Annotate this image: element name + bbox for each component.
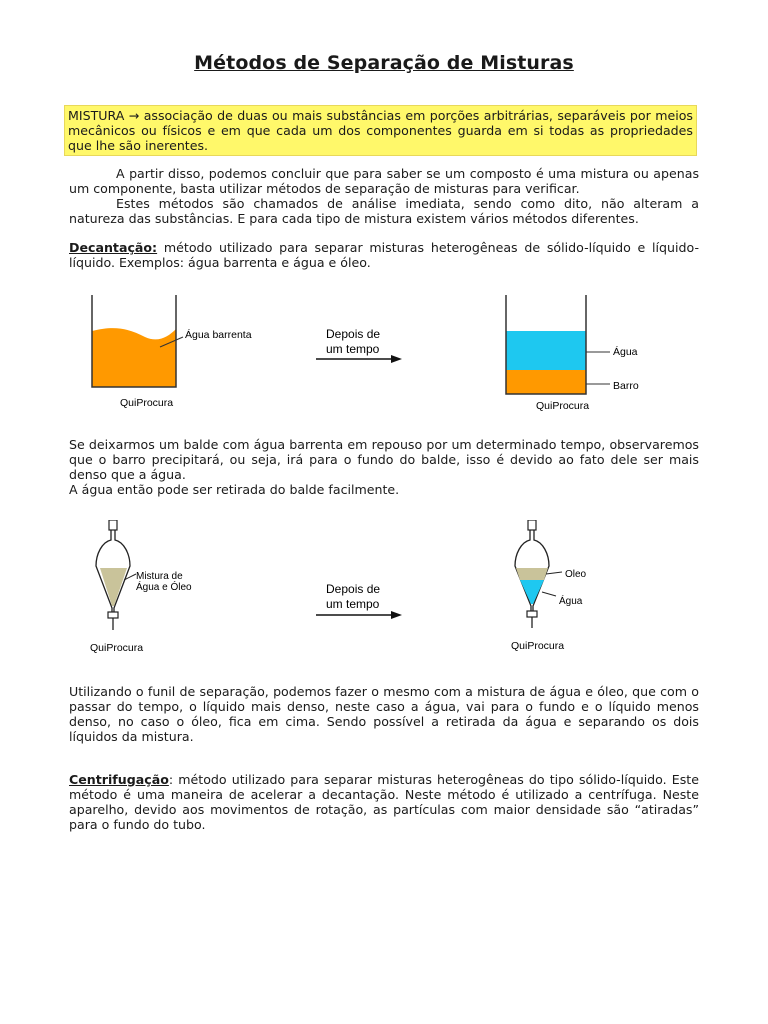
centrifugacao-paragraph (69, 772, 699, 832)
balde-section (69, 437, 699, 497)
left-funnel-stopper (109, 520, 117, 530)
oil-label: Oleo (565, 569, 587, 580)
balde-paragraph-1: Se deixarmos um balde com água barrenta em repouso por um determinado tempo, observaremos que o barro precipitará, ou seja, irá para o fundo do balde, isso é devido ao fato dele ser mais denso que a água. (69, 437, 699, 482)
oil-label-pointer (546, 572, 562, 574)
balde-paragraph-2: A água então pode ser retirada do balde facilmente. (69, 482, 400, 497)
arrow2-text-line2: um tempo (326, 597, 380, 611)
right-funnel-credit: QuiProcura (511, 640, 565, 652)
decantacao-term: Decantação: (69, 240, 158, 255)
left-funnel-label-line1: Mistura de (136, 571, 183, 582)
right-funnel-stopper (528, 520, 536, 530)
intro-paragraph-1: A partir disso, podemos concluir que para saber se um composto é uma mistura ou apenas um componente, basta utilizar métodos de separação de misturas para verificar. (69, 166, 699, 196)
page-title: Métodos de Separação de Misturas (194, 52, 574, 74)
left-bucket-label: Água barrenta (185, 329, 252, 341)
centrifugacao-term: Centrifugação (69, 772, 169, 787)
figure-bucket-decantation (0, 285, 768, 415)
definition-box: MISTURA → associação de duas ou mais substâncias em porções arbitrárias, separáveis por meios mecânicos ou físicos e em que cada um dos componentes guarda em si todas as propriedades que lhe são inerentes. (64, 105, 697, 156)
right-funnel-stopcock (527, 611, 537, 617)
arrow2-text-line1: Depois de (326, 582, 381, 596)
centrifugacao-text: : método utilizado para separar misturas heterogêneas do tipo sólido-líquido. Este método é uma maneira de acelerar a decantação. Neste método é utilizado a centrífuga. Neste aparelho, devido aos movimentos de rotação, as partículas com maior densidade são “atiradas” para o fundo do tubo. (69, 772, 699, 832)
right-funnel-water (520, 580, 544, 604)
funil-paragraph: Utilizando o funil de separação, podemos fazer o mesmo com a mistura de água e óleo, que com o passar do tempo, o líquido mais denso, neste caso a água, vai para o fundo e o líquido menos denso, no caso o óleo, fica em cima. Sendo possível a retirada da água e separando os dois líquidos da mistura. (69, 684, 699, 744)
left-funnel-stopcock (108, 612, 118, 618)
mud-label: Barro (613, 380, 639, 392)
arrow-right-icon (391, 355, 402, 363)
left-credit: QuiProcura (120, 397, 174, 409)
muddy-water-fill (92, 328, 176, 387)
decantacao-paragraph (69, 240, 699, 270)
figure-separatory-funnel (0, 520, 768, 660)
arrow1-text-line2: um tempo (326, 342, 380, 356)
right-credit: QuiProcura (536, 400, 590, 412)
arrow-right-icon (391, 611, 402, 619)
funnel-water-label-pointer (542, 592, 556, 596)
water-label: Água (613, 346, 638, 358)
left-funnel-credit: QuiProcura (90, 642, 144, 654)
water-layer (506, 331, 586, 370)
decantacao-text: método utilizado para separar misturas heterogêneas de sólido-líquido e líquido-líquido. Exemplos: água barrenta e água e óleo. (69, 240, 699, 270)
arrow1-text-line1: Depois de (326, 327, 381, 341)
right-funnel-oil (516, 568, 548, 580)
intro-paragraph-2: Estes métodos são chamados de análise imediata, sendo como dito, não alteram a natureza das substâncias. E para cada tipo de mistura existem vários métodos diferentes. (69, 196, 699, 226)
funnel-water-label: Água (559, 596, 583, 607)
left-funnel-label-line2: Água e Óleo (136, 582, 192, 593)
intro-section (69, 166, 699, 226)
mud-layer (506, 370, 586, 394)
